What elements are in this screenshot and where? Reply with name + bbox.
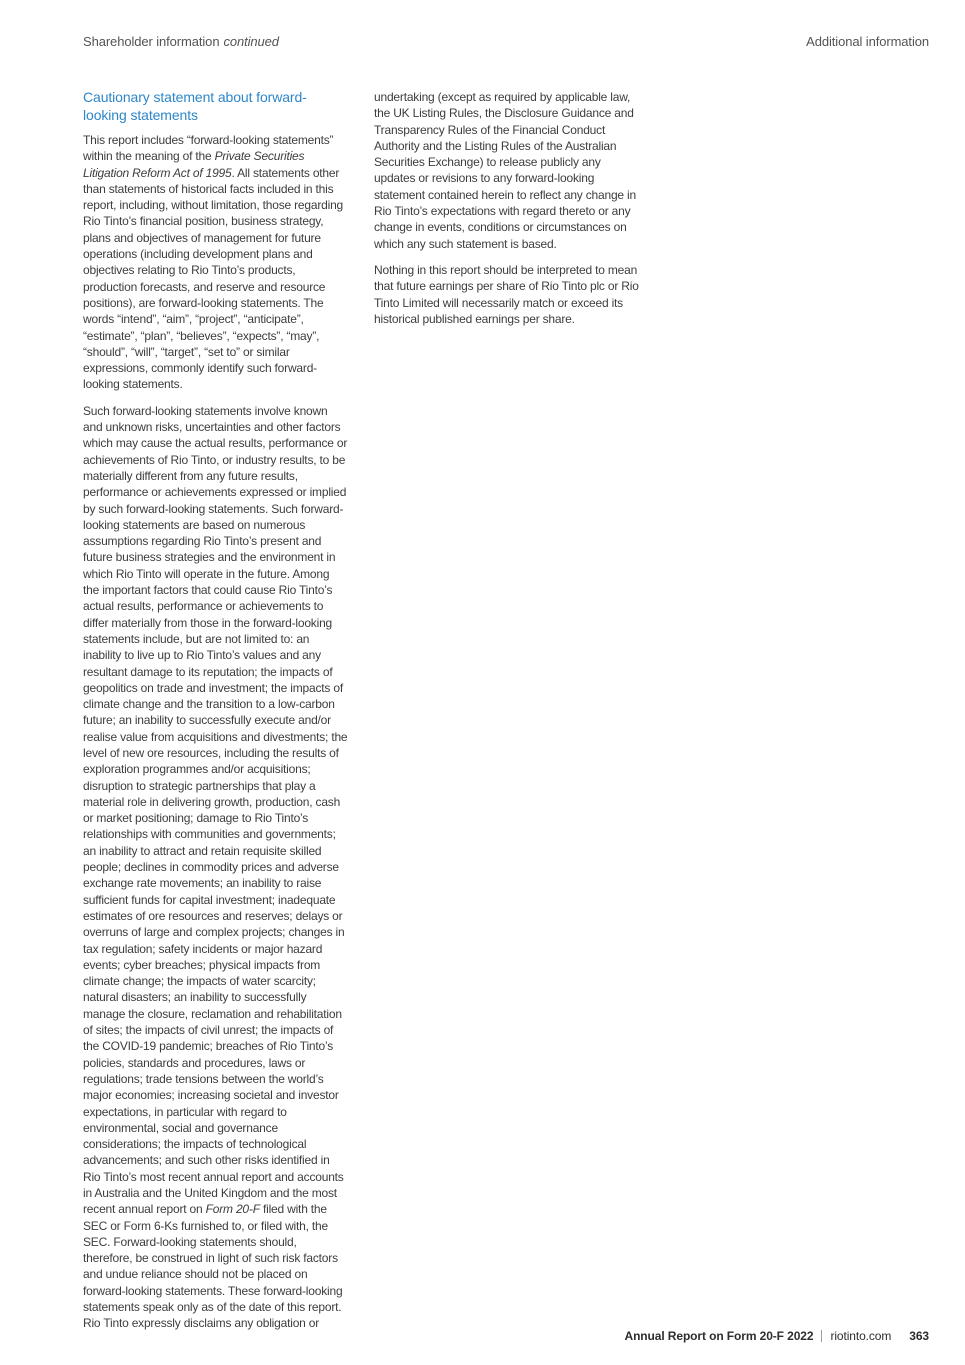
section-breadcrumb: [83, 34, 279, 49]
article-two-columns: [83, 89, 639, 1333]
page-number: 363: [909, 1329, 929, 1343]
body-paragraph-2: Such forward-looking statements involve known and unknown risks, uncertainties and other factors which may cause the actual results, performance or achievements of Rio Tinto, or industry results, to be materially different from any future results, performance or achievements expressed or implied by such forward-looking statements. Such forward-looking statements are based on numerous assumptions regarding Rio Tinto’s present and future business strategies and the environment in which Rio Tinto will operate in the future. Among the important factors that could cause Rio Tinto’s actual results, performance or achievements to differ materially from those in the forward-looking statements include, but are not limited to: an inability to live up to Rio Tinto’s values and any resultant damage to its reputation; the impacts of geopolitics on trade and investment; the impacts of climate change and the transition to a low-carbon future; an inability to successfully execute and/or realise value from acquisitions and divestments; the level of new ore resources, including the results of exploration programmes and/or acquisitions; disruption to strategic partnerships that play a material role in delivering growth, production, cash or market positioning; damage to Rio Tinto’s relationships with communities and governments; an inability to attract and retain requisite skilled people; declines in commodity prices and adverse exchange rate movements; an inability to raise sufficient funds for capital investment; inadequate estimates of ore resources and reserves; delays or overruns of large and complex projects; changes in tax regulation; safety incidents or major hazard events; cyber breaches; physical impacts from climate change; the impacts of water scarcity; natural disasters; an inability to successfully manage the closure, reclamation and rehabilitation of sites; the impacts of civil unrest; the impacts of the COVID-19 pandemic; breaches of Rio Tinto’s policies, standards and procedures, laws or regulations; trade tensions between the world’s major economies; increasing societal and investor expectations, in particular with regard to environmental, social and governance considerations; the impacts of technological advancements; and such other risks identified in Rio Tinto’s most recent annual report and accounts in Australia and the United Kingdom and the most recent annual report on Form 20-F filed with the SEC or Form 6-Ks furnished to, or filed with, the SEC. Forward-looking statements should, therefore, be construed in light of such risk factors and undue reliance should not be placed on forward-looking statements. These forward-looking statements speak only as of the date of this report. Rio Tinto expressly disclaims any obligation or undertaking (except as required by applicable law, the UK Listing Rules, the Disclosure Guidance and Transparency Rules of the Financial Conduct Authority and the Listing Rules of the Australian Securities Exchange) to release publicly any updates or revisions to any forward-looking statement contained herein to reflect any change in Rio Tinto’s expectations with regard thereto or any change in events, conditions or circumstances on which any such statement is based.: [83, 90, 636, 1331]
header-right-label: Additional information: [806, 34, 929, 49]
page-header: [83, 34, 929, 49]
footer-divider: [821, 1330, 822, 1342]
page-footer: [625, 1329, 930, 1343]
section-title-suffix: continued: [223, 34, 279, 49]
report-title: Annual Report on Form 20-F 2022: [624, 1329, 814, 1343]
body-paragraph-1: This report includes “forward-looking statements” within the meaning of the Private Securities Litigation Reform Act of 1995. All statements other than statements of historical facts included in this report, including, without limitation, those regarding Rio Tinto’s financial position, business strategy, plans and objectives of management for future operations (including development plans and objectives relating to Rio Tinto’s products, production forecasts, and reserve and resource positions), are forward-looking statements. The words “intend”, “aim”, “project”, “anticipate”, “estimate”, “plan”, “believes”, “expects”, “may”, “should”, “will”, “target”, “set to” or similar expressions, commonly identify such forward-looking statements.: [83, 133, 344, 392]
website-link[interactable]: riotinto.com: [830, 1329, 892, 1343]
section-title: Shareholder information: [83, 34, 220, 49]
body-paragraph-3: Nothing in this report should be interpreted to mean that future earnings per share of Rio Tinto plc or Rio Tinto Limited will necessarily match or exceed its historical published earnings per share.: [374, 262, 639, 326]
cautionary-statement-heading: Cautionary statement about forward-looking statements: [83, 89, 307, 123]
